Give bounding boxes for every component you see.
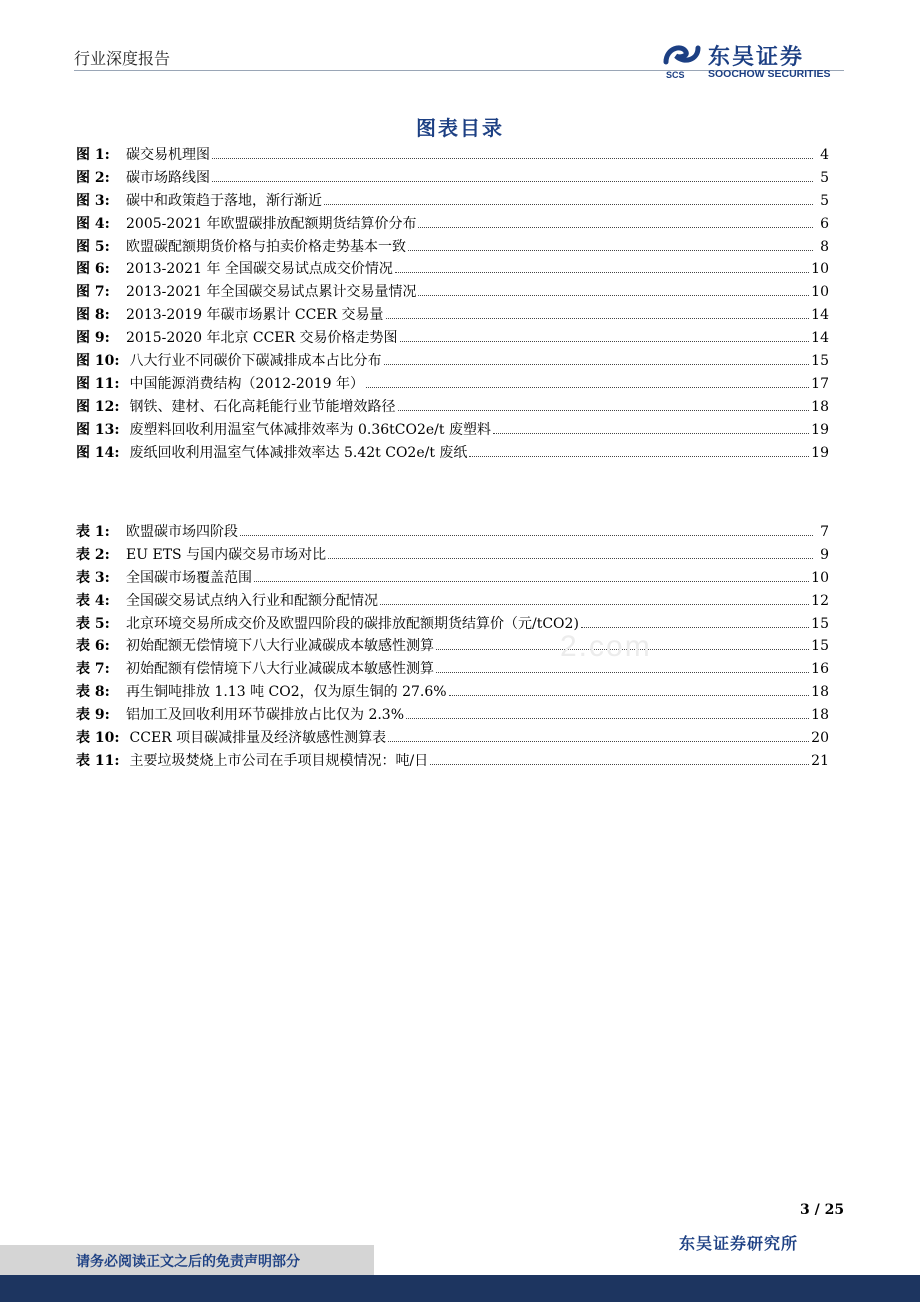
dot-leader [328,548,813,559]
dot-leader [581,617,809,628]
table-list [76,521,829,773]
figure-entry[interactable] [76,327,829,350]
entry-page-number: 17 [811,375,829,392]
figure-entry[interactable] [76,396,829,419]
dot-leader [400,331,810,342]
table-entry[interactable] [76,658,829,681]
dot-leader [408,240,813,251]
figure-list [76,144,829,464]
entry-page-number: 16 [811,661,829,678]
entry-title: 北京环境交易所成交价及欧盟四阶段的碳排放配额期货结算价（元/tCO2) [126,615,579,632]
entry-label: 表 2: [76,546,110,563]
entry-title: 碳中和政策趋于落地，渐行渐近 [126,192,322,209]
dot-leader [418,217,813,228]
entry-page-number: 7 [820,524,829,540]
logo-english-name: SOOCHOW SECURITIES [708,68,831,80]
entry-label: 表 5: [76,615,110,632]
table-entry[interactable] [76,567,829,590]
figure-entry[interactable] [76,419,829,442]
dot-leader [380,594,809,605]
dot-leader [469,446,809,457]
entry-label: 图 9: [76,330,110,347]
entry-page-number: 19 [811,421,829,438]
watermark: 2.com [560,630,652,663]
entry-page-number: 18 [811,398,829,415]
entry-page-number: 5 [820,169,829,186]
table-entry[interactable] [76,681,829,704]
company-logo [662,40,852,84]
table-entry[interactable] [76,750,829,773]
table-entry[interactable] [76,613,829,636]
entry-label: 表 10: [76,730,120,747]
entry-label: 表 6: [76,638,110,655]
entry-label: 图 7: [76,284,110,301]
figure-entry[interactable] [76,236,829,259]
figure-entry[interactable] [76,258,829,281]
entry-page-number: 9 [820,546,829,563]
entry-title: 2013-2021 年 全国碳交易试点成交价情况 [126,261,393,278]
dot-leader [406,708,809,719]
dot-leader [212,148,813,159]
figure-entry[interactable] [76,190,829,213]
figure-entry[interactable] [76,442,829,465]
dot-leader [430,754,809,765]
dot-leader [366,377,809,388]
entry-page-number: 10 [811,261,829,278]
institute-name: 东吴证券研究所 [679,1234,799,1253]
entry-page-number: 6 [820,215,829,232]
dot-leader [254,571,809,582]
dot-leader [386,308,810,319]
figure-entry[interactable] [76,304,829,327]
entry-label: 表 8: [76,684,110,701]
entry-title: 废塑料回收利用温室气体减排效率为 0.36tCO2e/t 废塑料 [129,421,491,438]
entry-title: 全国碳交易试点纳入行业和配额分配情况 [126,592,378,609]
entry-title: 欧盟碳配额期货价格与拍卖价格走势基本一致 [126,238,406,255]
entry-title: CCER 项目碳减排量及经济敏感性测算表 [129,730,387,747]
entry-title: 2013-2021 年全国碳交易试点累计交易量情况 [126,284,417,301]
entry-page-number: 19 [811,444,829,461]
logo-chinese-name: 东吴证券 [708,45,805,70]
dot-leader [395,262,809,273]
entry-page-number: 15 [811,353,829,370]
entry-page-number: 18 [811,707,829,724]
entry-label: 图 10: [76,353,120,370]
entry-label: 表 11: [76,752,120,769]
dot-leader [493,423,809,434]
entry-title: 铝加工及回收利用环节碳排放占比仅为 2.3% [126,707,405,724]
figure-entry[interactable] [76,281,829,304]
entry-label: 表 3: [76,569,110,586]
disclaimer-text: 请务必阅读正文之后的免责声明部分 [76,1254,300,1270]
entry-title: 八大行业不同碳价下碳减排成本占比分布 [129,353,382,370]
entry-title: 欧盟碳市场四阶段 [126,524,238,540]
dot-leader [240,525,813,536]
entry-label: 图 5: [76,238,110,255]
entry-page-number: 5 [820,192,829,209]
entry-label: 表 1: [76,524,110,540]
figure-entry[interactable] [76,373,829,396]
entry-label: 图 4: [76,215,110,232]
entry-title: EU ETS 与国内碳交易市场对比 [126,546,327,563]
table-entry[interactable] [76,704,829,727]
entry-title: 2013-2019 年碳市场累计 CCER 交易量 [126,307,384,324]
entry-title: 废纸回收利用温室气体减排效率达 5.42t CO2e/t 废纸 [129,444,468,461]
entry-page-number: 20 [811,730,829,747]
entry-label: 图 8: [76,307,110,324]
entry-label: 图 6: [76,261,110,278]
table-entry[interactable] [76,544,829,567]
page-number: 3 / 25 [800,1202,845,1218]
entry-page-number: 14 [811,307,829,324]
entry-title: 主要垃圾焚烧上市公司在手项目规模情况：吨/日 [129,752,429,769]
entry-page-number: 15 [811,638,829,655]
table-entry[interactable] [76,590,829,613]
dot-leader [324,194,813,205]
figure-entry[interactable] [76,213,829,236]
entry-label: 表 9: [76,707,110,724]
entry-title: 初始配额有偿情境下八大行业减碳成本敏感性测算 [126,661,434,678]
bottom-color-strip [0,1275,920,1302]
entry-label: 表 4: [76,592,110,609]
entry-page-number: 4 [820,147,829,163]
dot-leader [384,354,810,365]
dot-leader [398,400,810,411]
entry-page-number: 21 [811,752,829,769]
entry-page-number: 10 [811,569,829,586]
entry-page-number: 8 [820,238,829,255]
disclaimer-bar [0,1245,374,1275]
entry-page-number: 14 [811,330,829,347]
dot-leader [449,685,810,696]
logo-mark-icon [662,40,702,72]
entry-title: 钢铁、建材、石化高耗能行业节能增效路径 [129,398,396,415]
dot-leader [388,731,809,742]
entry-label: 表 7: [76,661,110,678]
entry-title: 2005-2021 年欧盟碳排放配额期货结算价分布 [126,215,417,232]
entry-page-number: 10 [811,284,829,301]
toc-title: 图表目录 [416,116,504,140]
entry-label: 图 13: [76,421,120,438]
logo-abbreviation: SCS [666,70,685,80]
entry-title: 全国碳市场覆盖范围 [126,569,252,586]
entry-label: 图 12: [76,398,120,415]
entry-label: 图 2: [76,169,110,186]
entry-label: 图 1: [76,147,110,163]
entry-label: 图 14: [76,444,120,461]
table-entry[interactable] [76,521,829,544]
report-type-label: 行业深度报告 [74,49,171,68]
entry-page-number: 12 [811,592,829,609]
dot-leader [212,171,813,182]
figure-entry[interactable] [76,144,829,167]
table-entry[interactable] [76,727,829,750]
entry-title: 2015-2020 年北京 CCER 交易价格走势图 [126,330,398,347]
entry-title: 碳交易机理图 [126,147,210,163]
figure-entry[interactable] [76,350,829,373]
entry-label: 图 3: [76,192,110,209]
entry-title: 中国能源消费结构（2012-2019 年） [129,375,364,392]
dot-leader [418,285,809,296]
entry-label: 图 11: [76,375,120,392]
entry-page-number: 15 [811,615,829,632]
entry-title: 初始配额无偿情境下八大行业减碳成本敏感性测算 [126,638,434,655]
figure-entry[interactable] [76,167,829,190]
table-entry[interactable] [76,635,829,658]
entry-title: 碳市场路线图 [126,169,210,186]
entry-title: 再生铜吨排放 1.13 吨 CO2，仅为原生铜的 27.6% [126,684,447,701]
entry-page-number: 18 [811,684,829,701]
